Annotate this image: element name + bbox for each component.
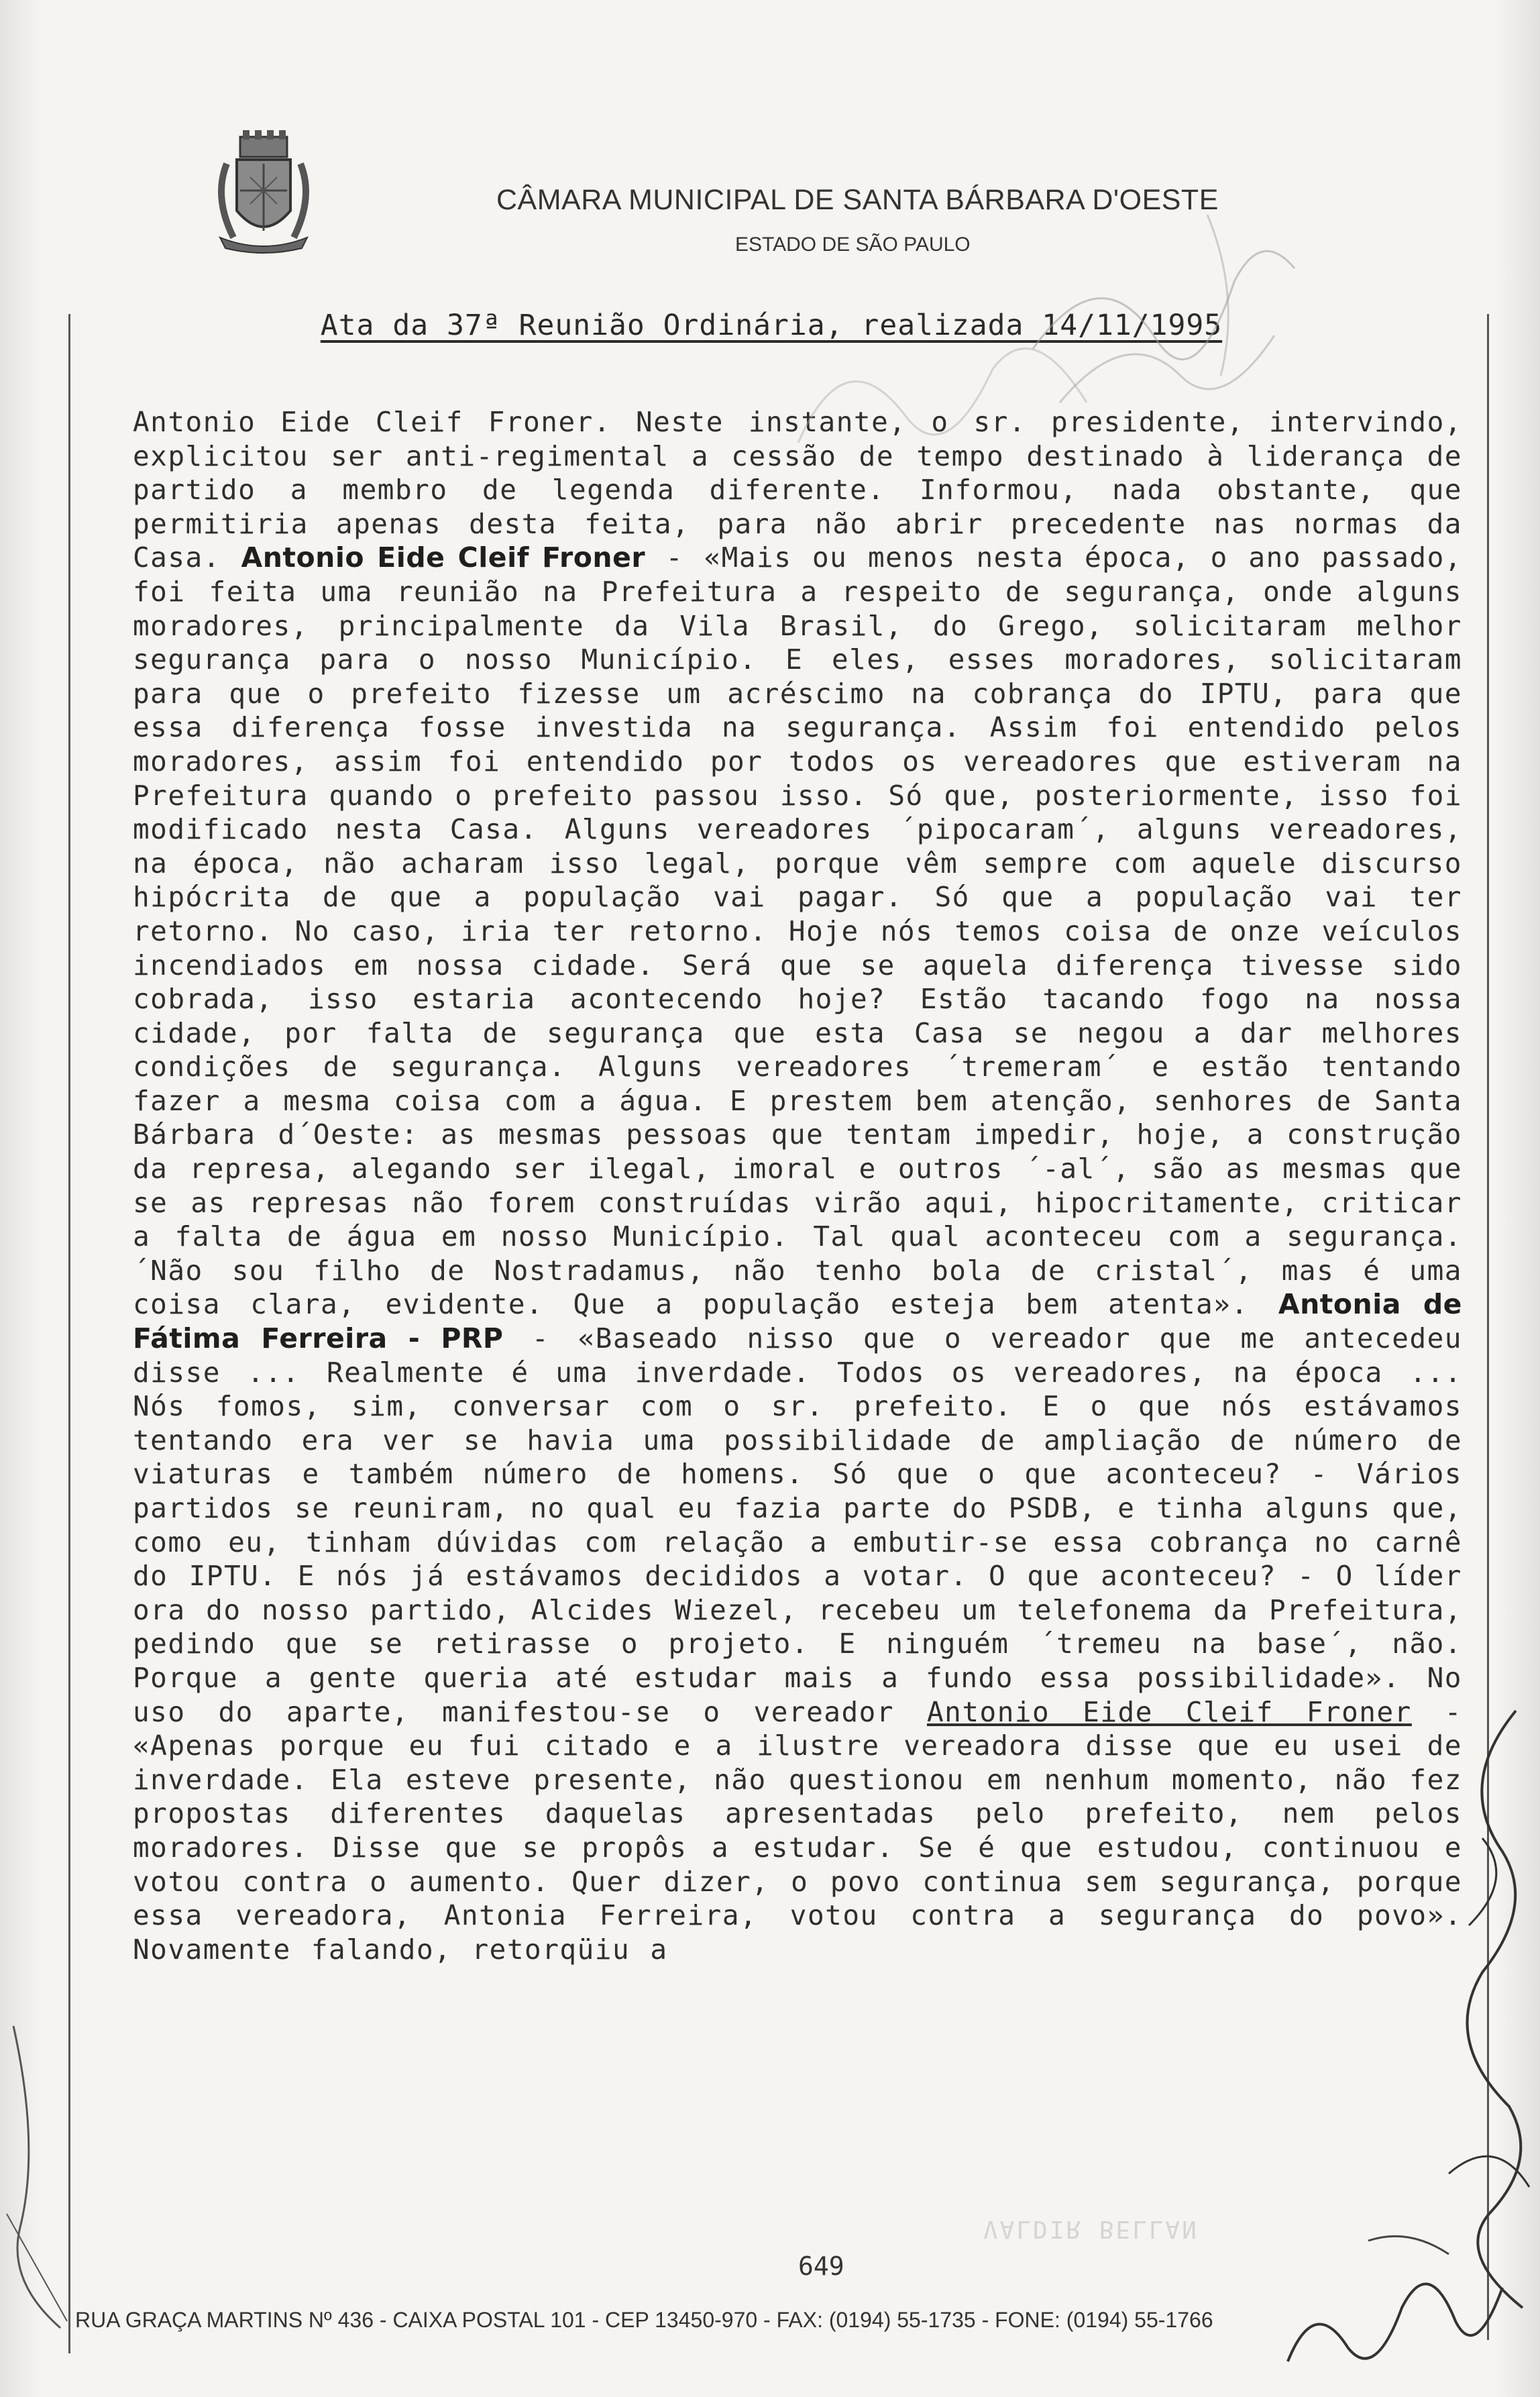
footer-address: RUA GRAÇA MARTINS Nº 436 - CAIXA POSTAL 101 - CEP 13450-970 - FAX: (0194) 55-1735 - FONE: (0194) 55-1766 [75,2308,1213,2332]
body-paragraph-1: Antonio Eide Cleif Froner. Neste instante, o sr. presidente, intervindo, explicitou ser anti-regimental a cessão de tempo destinado à liderança de partido a membro de legenda diferente. Informou, nada obstante, que permitiria apenas desta feita, para não abrir precedente nas normas da Casa. [133,406,1462,574]
speaker-name: Antonio Eide Cleif Froner [241,541,646,574]
speaker-name-underlined: Antonio Eide Cleif Froner [926,1695,1412,1728]
minutes-body [133,405,1462,1966]
municipal-coat-of-arms-icon [213,130,314,255]
body-paragraph-4: - «Apenas porque eu fui citado e a ilustre vereadora disse que eu usei de inverdade. Ela esteve presente, não questionou em nenhum momento, não fez propostas diferentes daquelas apresentadas pelo prefeito, nem pelos moradores. Disse que se propôs a estudar. Se é que estudou, continuou e votou contra o aumento. Quer dizer, o povo continua sem segurança, porque essa vereadora, Antonia Ferreira, votou contra a segurança do povo». Novamente falando, retorqüiu a [133,1695,1462,1966]
council-name: CÂMARA MUNICIPAL DE SANTA BÁRBARA D'OESTE [496,184,1219,216]
bleed-through-text: VALDIR BELLAN [983,2215,1199,2243]
left-margin-rule [68,314,70,2353]
state-name: ESTADO DE SÃO PAULO [735,233,971,256]
body-paragraph-3: - «Baseado nisso que o vereador que me antecedeu disse ... Realmente é uma inverdade. Todos os vereadores, na época ... Nós fomos, sim, conversar com o sr. prefeito. E o que nós estávamos tentando era ver se havia uma possibilidade de ampliação de número de viaturas e também número de homens. Só que o que aconteceu? - Vários partidos se reuniram, no qual eu fazia parte do PSDB, e tinha alguns que, como eu, tinham dúvidas com relação a embutir-se essa cobrança no carnê do IPTU. E nós já estávamos decididos a votar. O que aconteceu? - O líder ora do nosso partido, Alcides Wiezel, recebeu um telefonema da Prefeitura, pedindo que se retirasse o projeto. E ninguém ´tremeu na base´, não. Porque a gente queria até estudar mais a fundo essa possibilidade». No uso do aparte, manifestou-se o vereador [133,1322,1462,1728]
body-paragraph-2: - «Mais ou menos nesta época, o ano passado, foi feita uma reunião na Prefeitura a respeito de segurança, onde alguns moradores, principalmente da Vila Brasil, do Grego, solicitaram melhor segurança para o nosso Município. E eles, esses moradores, solicitaram para que o prefeito fizesse um acréscimo na cobrança do IPTU, para que essa diferença fosse investida na segurança. Assim foi entendido pelos moradores, assim foi entendido por todos os vereadores que estiveram na Prefeitura quando o prefeito passou isso. Só que, posteriormente, isso foi modificado nesta Casa. Alguns vereadores ´pipocaram´, alguns vereadores, na época, não acharam isso legal, porque vêm sempre com aquele discurso hipócrita de que a população vai pagar. Só que a população vai ter retorno. No caso, iria ter retorno. Hoje nós temos coisa de onze veículos incendiados em nossa cidade. Será que se aquela diferença tivesse sido cobrada, isso estaria acontecendo hoje? Estão tacando fogo na nossa cidade, por falta de segurança que esta Casa se negou a dar melhores condições de segurança. Alguns vereadores ´tremeram´ e estão tentando fazer a mesma coisa com a água. E prestem bem atenção, senhores de Santa Bárbara d´Oeste: as mesmas pessoas que tentam impedir, hoje, a construção da represa, alegando ser ilegal, imoral e outros ´-al´, são as mesmas que se as represas não forem construídas virão aqui, hipocritamente, criticar a falta de água em nosso Município. Tal qual aconteceu com a segurança. ´Não sou filho de Nostradamus, não tenho bola de cristal´, mas é uma coisa clara, evidente. Que a população esteja bem atenta». [133,541,1462,1321]
speaker-name: Antonia de Fátima Ferreira - PRP [133,1288,1462,1355]
page-number: 649 [798,2251,844,2281]
minutes-title: Ata da 37ª Reunião Ordinária, realizada 14/11/1995 [320,309,1223,342]
right-margin-rule [1487,314,1489,2340]
